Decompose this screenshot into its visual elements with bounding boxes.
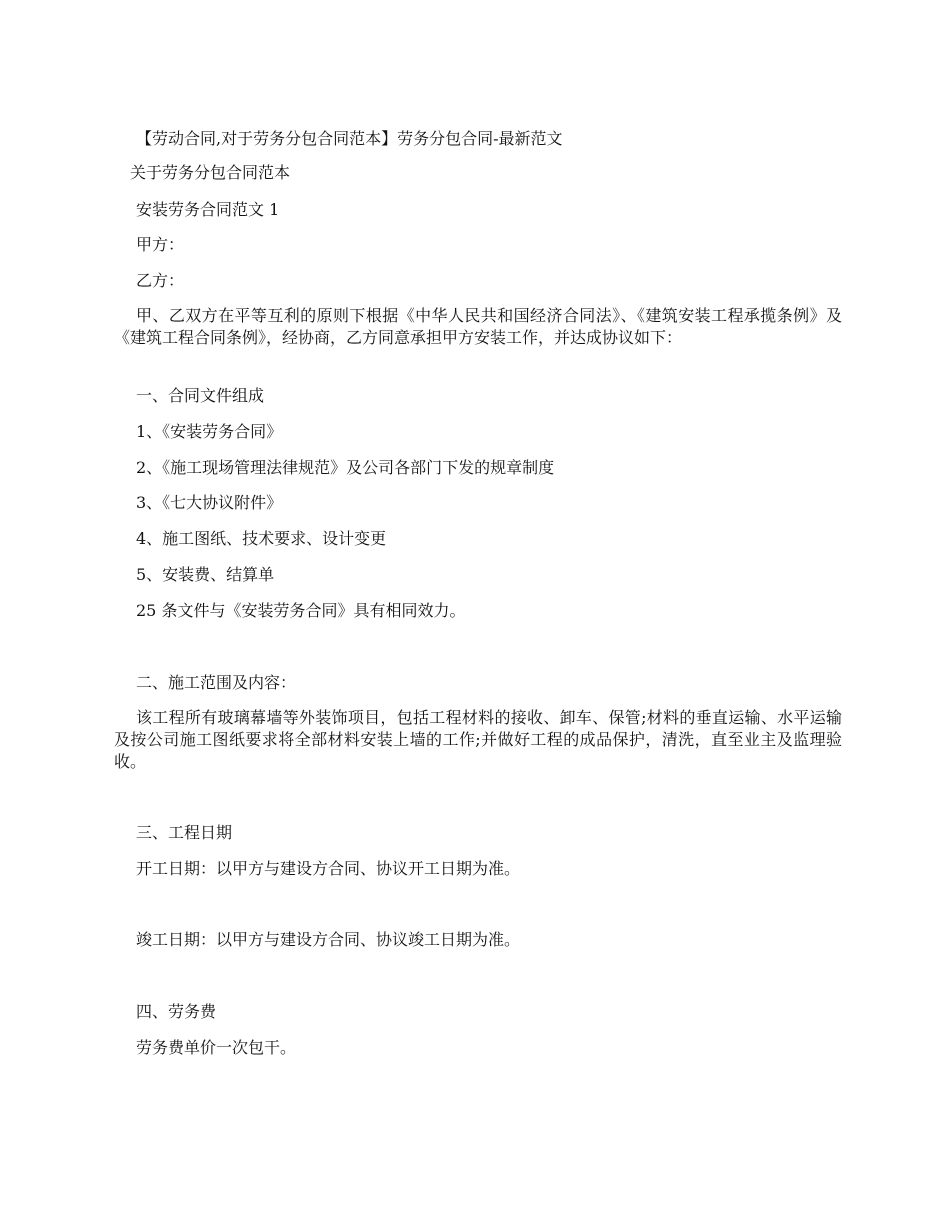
end-date-line: 竣工日期：以甲方与建设方合同、协议竣工日期为准。 — [136, 930, 521, 949]
section-1-item: 3、《七大协议附件》 — [136, 493, 283, 512]
section-1-heading: 一、合同文件组成 — [136, 386, 265, 405]
section-2-body: 该工程所有玻璃幕墙等外装饰项目，包括工程材料的接收、卸车、保管;材料的垂直运输、水平运输及按公司施工图纸要求将全部材料安装上墙的工作;并做好工程的成品保护，清洗，直至业主及监理验收。 — [114, 708, 842, 771]
section-1-note: 25 条文件与《安装劳务合同》具有相同效力。 — [136, 601, 466, 620]
contract-name: 安装劳务合同范文 1 — [136, 200, 280, 219]
section-1-item: 2、《施工现场管理法律规范》及公司各部门下发的规章制度 — [136, 458, 555, 477]
party-b-label: 乙方： — [136, 271, 185, 290]
document-title: 【劳动合同,对于劳务分包合同范本】劳务分包合同-最新范文 — [136, 129, 563, 148]
party-a-label: 甲方： — [136, 235, 185, 254]
section-4-body: 劳务费单价一次包干。 — [136, 1038, 297, 1057]
section-1-item: 5、安装费、结算单 — [136, 565, 275, 584]
section-2-heading: 二、施工范围及内容： — [136, 673, 297, 692]
preamble-paragraph: 甲、乙双方在平等互利的原则下根据《中华人民共和国经济合同法》、《建筑安装工程承揽条例》及《建筑工程合同条例》，经协商，乙方同意承担甲方安装工作，并达成协议如下： — [114, 306, 842, 347]
section-3-heading: 三、工程日期 — [136, 823, 233, 842]
section-1-item: 1、《安装劳务合同》 — [136, 422, 283, 441]
section-1-item: 4、施工图纸、技术要求、设计变更 — [136, 529, 387, 548]
start-date-line: 开工日期：以甲方与建设方合同、协议开工日期为准。 — [136, 859, 521, 878]
document-subtitle: 关于劳务分包合同范本 — [130, 163, 291, 182]
section-4-heading: 四、劳务费 — [136, 1002, 217, 1021]
